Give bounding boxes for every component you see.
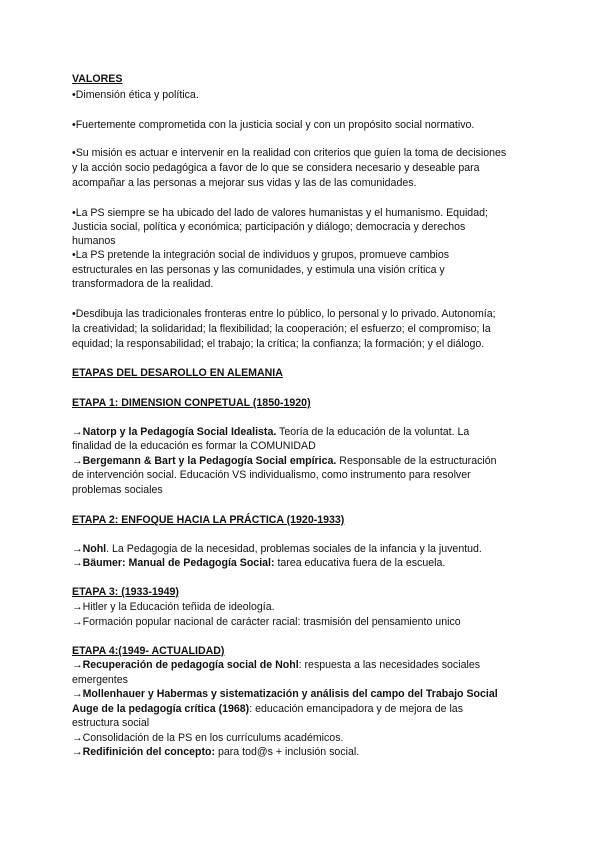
etapa2-item1-text: . La Pedagogia de la necesidad, problemas sociales de la infancia y la juventud. (106, 543, 482, 555)
etapa4-item4: →Consolidación de la PS en los currículums académicos. (72, 732, 344, 744)
etapa4-item5-bold: →Redifinición del concepto: (72, 746, 216, 758)
etapa3-heading: ETAPA 3: (1933-1949) (72, 586, 179, 598)
etapa4-item3 (72, 702, 463, 716)
etapa1-item2-bold: →Bergemann & Bart y la Pedagogía Social empírica. (72, 455, 337, 467)
etapa2-item2-bold: →Bäumer: Manual de Pedagogía Social: (72, 557, 275, 569)
etapa2-item1-bold: →Nohl (72, 543, 107, 555)
valores-p4-line1: •La PS siempre se ha ubicado del lado de valores humanistas y el humanismo. Equidad; (72, 207, 488, 219)
etapa1-item2-text: Responsable de la estructuración (336, 455, 497, 467)
etapas-heading: ETAPAS DEL DESAROLLO EN ALEMANIA (72, 367, 283, 379)
etapa1-item1-text: Teoría de la educación de la voluntat. La (276, 426, 470, 438)
etapa1-item2 (72, 454, 497, 468)
valores-p4-line3: humanos (72, 235, 116, 247)
etapa3-item1: →Hitler y la Educación teñida de ideología. (72, 601, 275, 613)
etapa2-heading: ETAPA 2: ENFOQUE HACIA LA PRÁCTICA (1920-1933) (72, 514, 345, 526)
etapa4-item3-bold: Auge de la pedagogía crítica (1968) (72, 703, 250, 715)
etapa4-item1-bold: →Recuperación de pedagogía social de Nohl (72, 659, 299, 671)
etapa1-item1-line2: finalidad de la educación es formar la COMUNIDAD (72, 440, 316, 452)
valores-p3-line2: y la acción socio pedagógica a favor de lo que se considera necesario y deseable para (72, 162, 480, 174)
etapa4-item1-text: : respuesta a las necesidades sociales (298, 659, 481, 671)
valores-p1: •Dimensión ética y política. (72, 89, 199, 101)
valores-p6-line3: equidad; la responsabilidad; el trabajo; la crítica; la confianza; la formación; y el diálogo. (72, 338, 485, 350)
valores-p4-line2: Justicia social, política y económica; participación y diálogo; democracia y derechos (72, 221, 466, 233)
etapa4-heading: ETAPA 4:(1949- ACTUALIDAD) (72, 645, 225, 657)
etapa4-item2 (72, 687, 498, 701)
etapa3-item2: →Formación popular nacional de carácter racial: trasmisión del pensamiento unico (72, 616, 461, 628)
valores-p6-line2: la creatividad; la solidaridad; la flexibilidad; la cooperación; el esfuerzo; el compromiso; la (72, 323, 491, 335)
valores-p5-line3: transformadora de la realidad. (72, 278, 214, 290)
valores-p5-line1: •La PS pretende la integración social de individuos y grupos, promueve cambios (72, 249, 450, 261)
etapa1-item2-line2: de intervención social. Educación VS individualismo, como instrumento para resolver (72, 469, 471, 481)
etapa2-item1 (72, 542, 482, 556)
valores-p3-line3: acompañar a las personas a mejorar sus vidas y las de las comunidades. (72, 177, 417, 189)
etapa4-item5 (72, 745, 359, 759)
valores-p3-line1: •Su misión es actuar e intervenir en la realidad con criterios que guíen la toma de decisiones (72, 147, 507, 159)
etapa4-item1 (72, 658, 480, 672)
etapa4-item1-line2: emergentes (72, 674, 128, 686)
etapa4-item2-bold: →Mollenhauer y Habermas y sistematización y análisis del campo del Trabajo Social (72, 688, 498, 700)
etapa4-item3-text: : educación emancipadora y de mejora de las (249, 703, 463, 715)
etapa1-item1 (72, 425, 469, 439)
etapa4-item3-line2: estructura social (72, 717, 150, 729)
valores-heading: VALORES (72, 73, 123, 85)
etapa2-item2 (72, 556, 445, 570)
valores-p6-line1: •Desdibuja las tradicionales fronteras entre lo público, lo personal y lo privado. Autonomía; (72, 308, 496, 320)
etapa2-item2-text: tarea educativa fuera de la escuela. (274, 557, 446, 569)
etapa1-item1-bold: →Natorp y la Pedagogía Social Idealista. (72, 426, 277, 438)
etapa1-item2-line3: problemas sociales (72, 484, 163, 496)
etapa4-item5-text: para tod@s + inclusión social. (215, 746, 360, 758)
etapa1-heading: ETAPA 1: DIMENSION CONPETUAL (1850-1920) (72, 397, 311, 409)
valores-p5-line2: estructurales en las personas y las comunidades, y estimula una visión crítica y (72, 264, 445, 276)
valores-p2: •Fuertemente comprometida con la justicia social y con un propósito social normativo. (72, 119, 475, 131)
